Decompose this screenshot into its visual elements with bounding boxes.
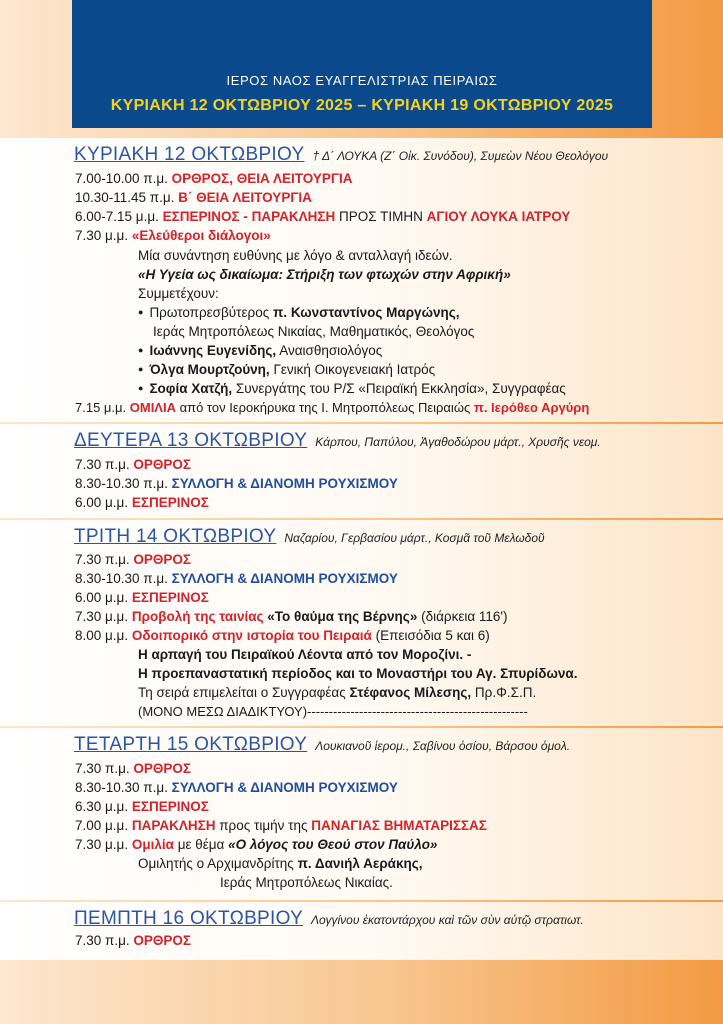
day-header [74, 734, 570, 756]
day-title: ΚΥΡΙΑΚΗ 12 ΟΚΤΩΒΡΙΟΥ [74, 144, 305, 165]
participant: ● Πρωτοπρεσβύτερος π. Κωνσταντίνος Μαργώνης, [138, 305, 460, 320]
day-tuesday [0, 520, 723, 726]
participant-desc: Ιεράς Μητροπόλεως Νικαίας, Μαθηματικός, Θεολόγος [153, 324, 475, 339]
header-banner [72, 0, 652, 128]
schedule-line: 8.30-10.30 π.μ. ΣΥΛΛΟΓΗ & ΔΙΑΝΟΜΗ ΡΟΥΧΙΣΜΟΥ [75, 476, 398, 491]
participant: ● Ιωάννης Ευγενίδης, Αναισθησιολόγος [138, 343, 382, 358]
schedule-line: 10.30-11.45 π.μ. Β΄ ΘΕΙΑ ΛΕΙΤΟΥΡΓΙΑ [75, 190, 312, 205]
day-title: ΔΕΥΤΕΡΑ 13 ΟΚΤΩΒΡΙΟΥ [74, 430, 308, 451]
day-saints: Λουκιανοῦ ἱερομ., Σαβίνου ὁσίου, Βάρσου ὁμολ. [315, 739, 571, 753]
schedule-line: 7.30 μ.μ. Ομιλία με θέμα «Ο λόγος του Θεού στον Παύλο» [75, 837, 438, 852]
day-thursday [0, 902, 723, 960]
schedule-line: 6.00 μ.μ. ΕΣΠΕΡΙΝΟΣ [75, 590, 209, 605]
day-saints: Λογγίνου ἑκατοντάρχου καὶ τῶν σὺν αὐτῷ στρατιωτ. [311, 913, 584, 927]
day-title: ΠΕΜΠΤΗ 16 ΟΚΤΩΒΡΙΟΥ [74, 908, 304, 929]
day-header [74, 430, 601, 452]
church-name: ΙΕΡΟΣ ΝΑΟΣ ΕΥΑΓΓΕΛΙΣΤΡΙΑΣ ΠΕΙΡΑΙΩΣ [226, 73, 498, 88]
day-header [74, 144, 608, 166]
schedule-line: 7.30 μ.μ. «Ελεύθεροι διάλογοι» [75, 228, 271, 243]
schedule-line: 8.30-10.30 π.μ. ΣΥΛΛΟΓΗ & ΔΙΑΝΟΜΗ ΡΟΥΧΙΣΜΟΥ [75, 780, 398, 795]
schedule-line: 7.15 μ.μ. ΟΜΙΛΙΑ από τον Ιεροκήρυκα της Ι. Μητροπόλεως Πειραιώς π. Ιερόθεο Αργύρη [75, 400, 590, 415]
schedule-line: 8.30-10.30 π.μ. ΣΥΛΛΟΓΗ & ΔΙΑΝΟΜΗ ΡΟΥΧΙΣΜΟΥ [75, 571, 398, 586]
schedule-line: 7.30 μ.μ. Προβολή της ταινίας «Το θαύμα της Βέρνης» (διάρκεια 116') [75, 609, 508, 624]
day-sunday [0, 138, 723, 422]
day-wednesday [0, 728, 723, 900]
event-theme: «Η Υγεία ως δικαίωμα: Στήριξη των φτωχών στην Αφρική» [138, 267, 511, 282]
schedule-line: 7.30 π.μ. ΟΡΘΡΟΣ [75, 457, 192, 472]
schedule-line: 7.30 π.μ. ΟΡΘΡΟΣ [75, 761, 192, 776]
day-title: ΤΡΙΤΗ 14 ΟΚΤΩΒΡΙΟΥ [74, 526, 277, 547]
series-credit: Τη σειρά επιμελείται ο Συγγραφέας Στέφανος Μίλεσης, Πρ.Φ.Σ.Π. [138, 685, 537, 700]
date-range: ΚΥΡΙΑΚΗ 12 ΟΚΤΩΒΡΙΟΥ 2025 – ΚΥΡΙΑΚΗ 19 ΟΚΤΩΒΡΙΟΥ 2025 [110, 97, 614, 114]
day-saints: Ναζαρίου, Γερβασίου μάρτ., Κοσμᾶ τοῦ Μελωδοῦ [284, 531, 545, 545]
schedule-line: 6.00-7.15 μ.μ. ΕΣΠΕΡΙΝΟΣ - ΠΑΡΑΚΛΗΣΗ ΠΡΟΣ ΤΙΜΗΝ ΑΓΙΟΥ ΛΟΥΚΑ ΙΑΤΡΟΥ [75, 209, 571, 224]
day-title: ΤΕΤΑΡΤΗ 15 ΟΚΤΩΒΡΙΟΥ [74, 734, 308, 755]
schedule-line: 6.00 μ.μ. ΕΣΠΕΡΙΝΟΣ [75, 495, 209, 510]
episode-title: Η αρπαγή του Πειραϊκού Λέοντα από τον Μοροζίνι. - [138, 647, 472, 662]
participant: ● Όλγα Μουρτζούνη, Γενική Οικογενειακή Ιατρός [138, 362, 435, 377]
participant: ● Σοφία Χατζή, Συνεργάτης του Ρ/Σ «Πειραϊκή Εκκλησία», Συγγραφέας [138, 381, 566, 396]
schedule-line: 7.00 μ.μ. ΠΑΡΑΚΛΗΣΗ προς τιμήν της ΠΑΝΑΓΙΑΣ ΒΗΜΑΤΑΡΙΣΣΑΣ [75, 818, 487, 833]
event-description: Μία συνάντηση ευθύνης με λόγο & ανταλλαγή ιδεών. [138, 248, 453, 263]
schedule-line: 8.00 μ.μ. Οδοιπορικό στην ιστορία του Πειραιά (Επεισόδια 5 και 6) [75, 628, 490, 643]
episode-title: Η προεπαναστατική περίοδος και το Μοναστήρι του Αγ. Σπυρίδωνα. [138, 666, 578, 681]
online-note: (ΜΟΝΟ ΜΕΣΩ ΔΙΑΔΙΚΤΥΟΥ)--------------------------------------------------- [138, 704, 528, 719]
day-monday [0, 424, 723, 518]
schedule-line: 6.30 μ.μ. ΕΣΠΕΡΙΝΟΣ [75, 799, 209, 814]
day-saints: † Δ΄ ΛΟΥΚΑ (Ζ΄ Οἰκ. Συνόδου), Συμεὼν Νέου Θεολόγου [312, 149, 609, 163]
day-header [74, 908, 584, 930]
day-header [74, 526, 545, 548]
schedule-line: 7.30 π.μ. ΟΡΘΡΟΣ [75, 552, 192, 567]
day-saints: Κάρπου, Παπύλου, Ἀγαθοδώρου μάρτ., Χρυσῆς νεομ. [315, 435, 601, 449]
speaker-affiliation: Ιεράς Μητροπόλεως Νικαίας. [220, 875, 393, 890]
speaker: Ομιλητής ο Αρχιμανδρίτης π. Δανιήλ Αεράκης, [138, 856, 423, 871]
schedule-line: 7.00-10.00 π.μ. ΟΡΘΡΟΣ, ΘΕΙΑ ΛΕΙΤΟΥΡΓΙΑ [75, 171, 353, 186]
schedule-line: 7.30 π.μ. ΟΡΘΡΟΣ [75, 933, 192, 948]
participants-label: Συμμετέχουν: [138, 286, 219, 301]
